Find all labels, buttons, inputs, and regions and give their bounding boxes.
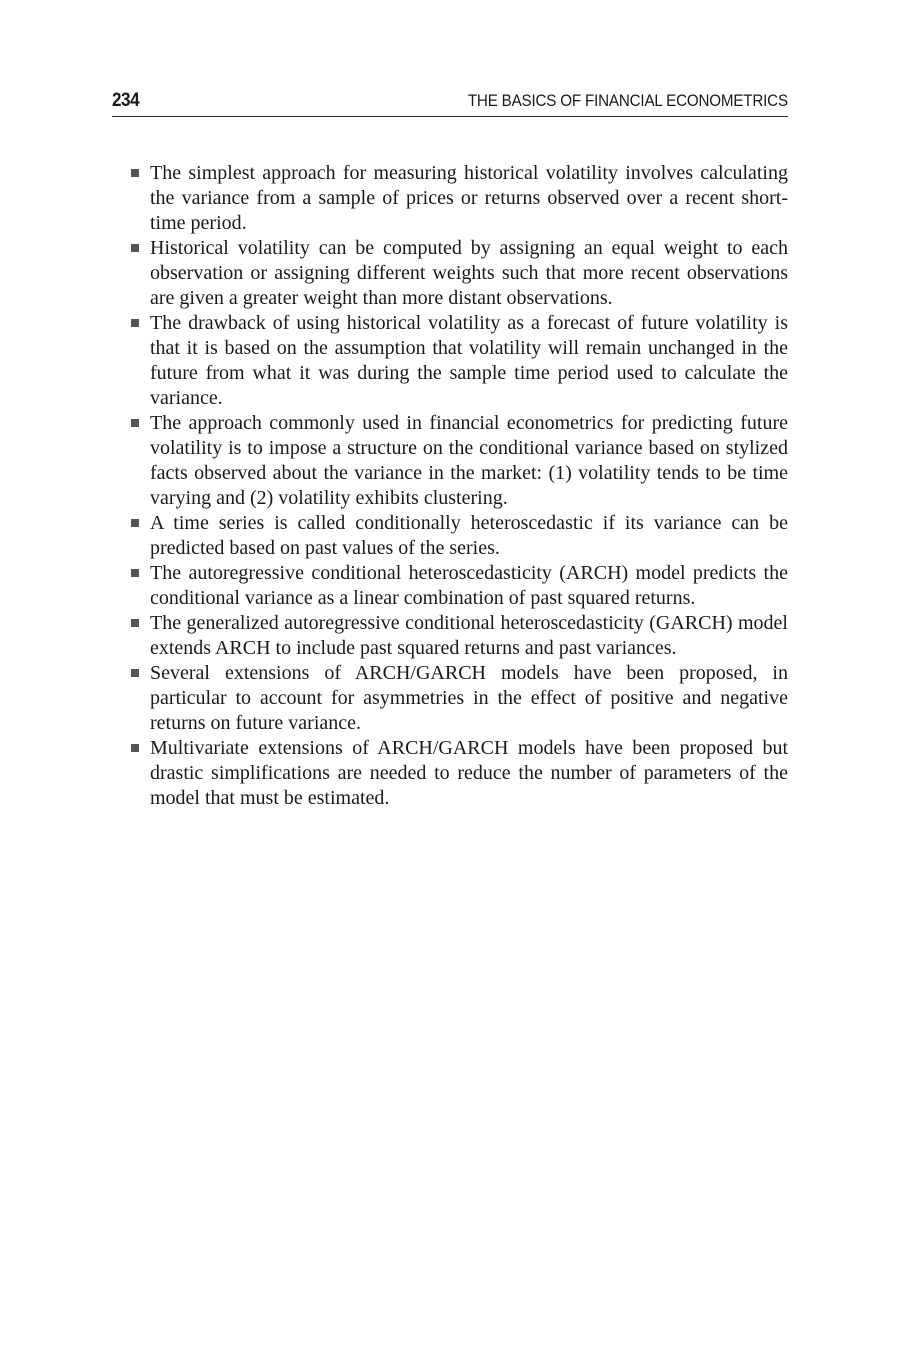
list-item-text: The generalized autoregressive conditional heteroscedasticity (GARCH) model extends ARCH to include past squared returns and past variances. <box>150 612 788 659</box>
running-header <box>112 88 788 117</box>
square-bullet-icon <box>131 519 139 527</box>
square-bullet-icon <box>131 669 139 677</box>
list-item <box>112 736 788 811</box>
list-item-text: Several extensions of ARCH/GARCH models have been proposed, in particular to account for asymmetries in the effect of positive and negative returns on future variance. <box>150 662 788 734</box>
square-bullet-icon <box>131 169 139 177</box>
list-item <box>112 511 788 561</box>
page-number: 234 <box>112 90 140 111</box>
book-title: THE BASICS OF FINANCIAL ECONOMETRICS <box>467 92 788 110</box>
list-item <box>112 236 788 311</box>
square-bullet-icon <box>131 319 139 327</box>
list-item-text: The simplest approach for measuring historical volatility involves calculating the variance from a sample of prices or returns observed over a recent short-time period. <box>150 162 788 234</box>
summary-bullet-list <box>112 161 788 811</box>
square-bullet-icon <box>131 569 139 577</box>
square-bullet-icon <box>131 419 139 427</box>
square-bullet-icon <box>131 244 139 252</box>
list-item-text: A time series is called conditionally heteroscedastic if its variance can be predicted based on past values of the series. <box>150 512 788 559</box>
list-item-text: The approach commonly used in financial econometrics for predicting future volatility is to impose a structure on the conditional variance based on stylized facts observed about the variance in the market: (1) volatility tends to be time varying and (2) volatility exhibits clustering. <box>150 412 788 509</box>
list-item-text: The drawback of using historical volatility as a forecast of future volatility is that it is based on the assumption that volatility will remain unchanged in the future from what it was during the sample time period used to calculate the variance. <box>150 312 788 409</box>
list-item <box>112 661 788 736</box>
list-item <box>112 411 788 511</box>
list-item <box>112 561 788 611</box>
list-item <box>112 611 788 661</box>
list-item-text: The autoregressive conditional heteroscedasticity (ARCH) model predicts the conditional variance as a linear combination of past squared returns. <box>150 562 788 609</box>
square-bullet-icon <box>131 619 139 627</box>
list-item-text: Historical volatility can be computed by assigning an equal weight to each observation or assigning different weights such that more recent observations are given a greater weight than more distant observations. <box>150 237 788 309</box>
square-bullet-icon <box>131 744 139 752</box>
list-item-text: Multivariate extensions of ARCH/GARCH models have been proposed but drastic simplifications are needed to reduce the number of parameters of the model that must be estimated. <box>150 737 788 809</box>
list-item <box>112 161 788 236</box>
list-item <box>112 311 788 411</box>
